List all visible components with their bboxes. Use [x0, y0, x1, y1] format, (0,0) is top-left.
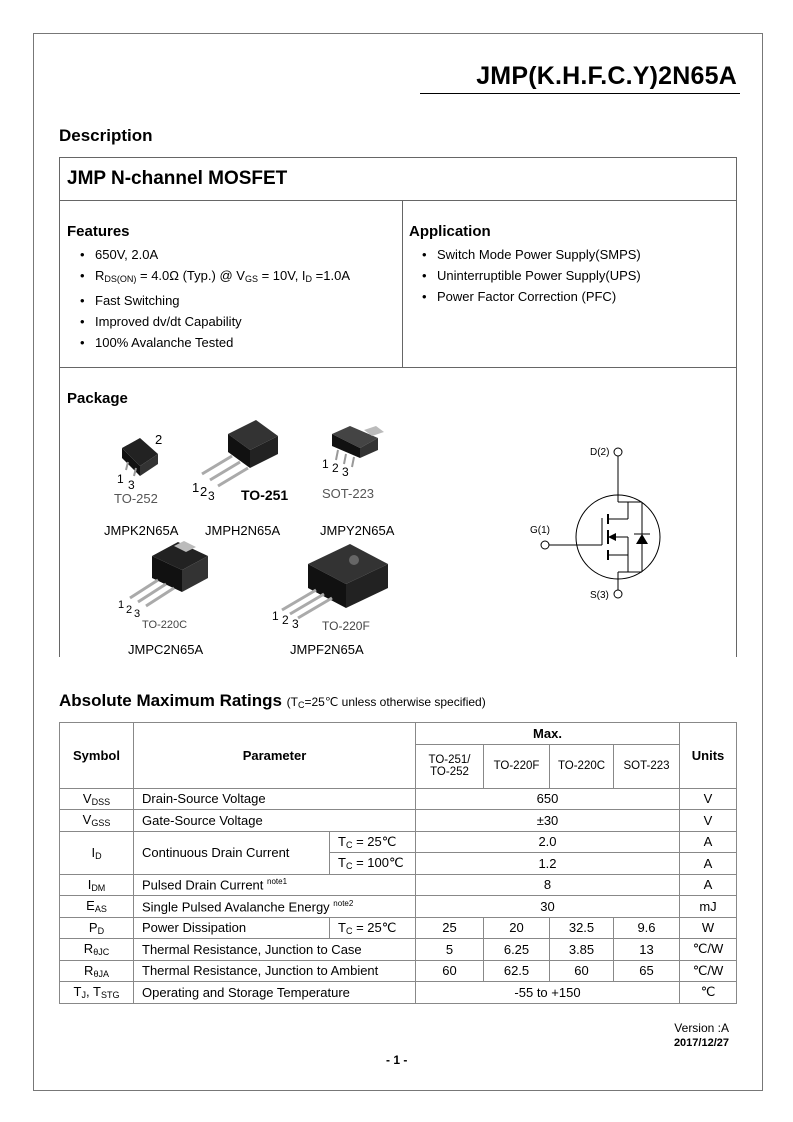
- svg-text:2: 2: [282, 613, 289, 627]
- to252-package-image: [114, 432, 162, 506]
- col-to220c: TO-220C: [550, 744, 614, 788]
- col-to220f: TO-220F: [484, 744, 550, 788]
- svg-text:2: 2: [200, 484, 208, 499]
- feature-item: • 650V, 2.0A: [67, 244, 350, 265]
- package-heading: Package: [67, 390, 128, 407]
- svg-text:3: 3: [134, 608, 141, 620]
- symbol-cell: $E_{AS}$: [60, 896, 134, 918]
- application-item: • Uninterruptible Power Supply(UPS): [409, 265, 641, 286]
- table-row: $T_J$, $T_{STG}$ Operating and Storage Temperature -55 to +150 ℃: [60, 982, 737, 1004]
- package-caption: JMPK2N65A: [104, 523, 179, 538]
- source-label: S(3): [590, 590, 609, 601]
- svg-text:1: 1: [192, 480, 200, 495]
- row-divider: [60, 367, 736, 368]
- application-item: • Power Factor Correction (PFC): [409, 286, 641, 307]
- application-item: • Switch Mode Power Supply(SMPS): [409, 244, 641, 265]
- col-symbol: Symbol: [60, 723, 134, 789]
- package-caption: JMPY2N65A: [320, 523, 395, 538]
- table-row: $R_{\theta JC}$ Thermal Resistance, Junction to Case 5 6.25 3.85 13 ℃/W: [60, 939, 737, 961]
- table-row: $V_{GSS}$ Gate-Source Voltage ±30 V: [60, 810, 737, 832]
- ratings-condition: ($T_C=25℃$ unless otherwise specified): [286, 695, 486, 710]
- symbol-cell: $R_{\theta JA}$: [60, 960, 134, 982]
- svg-text:2: 2: [126, 604, 133, 616]
- svg-text:1: 1: [272, 609, 279, 623]
- description-heading: Description: [59, 126, 153, 145]
- col-units: Units: [680, 723, 737, 789]
- package-caption: JMPF2N65A: [290, 642, 364, 657]
- application-heading: Application: [409, 223, 491, 240]
- svg-text:1: 1: [118, 599, 125, 611]
- to251-label: TO-251: [241, 487, 289, 503]
- svg-text:3: 3: [292, 617, 299, 631]
- drain-label: D(2): [590, 447, 610, 458]
- ratings-heading: Absolute Maximum Ratings ($T_C=25℃$ unless otherwise specified): [59, 691, 486, 710]
- features-heading: Features: [67, 223, 130, 240]
- package-caption: JMPC2N65A: [128, 642, 204, 657]
- release-date: 2017/12/27: [673, 1037, 729, 1049]
- symbol-cell: $I_D$: [60, 831, 134, 874]
- symbol-cell: $R_{\theta JC}$: [60, 939, 134, 961]
- title-rule: [420, 93, 740, 94]
- table-row: $P_D$ Power Dissipation $T_C$ = 25℃ 25 20 32.5 9.6 W: [60, 917, 737, 939]
- symbol-cell: $T_J$, $T_{STG}$: [60, 982, 134, 1004]
- col-to251-252: TO-251/ TO-252: [416, 744, 484, 788]
- col-sot223: SOT-223: [614, 744, 680, 788]
- column-divider: [402, 201, 403, 367]
- to220f-label: TO-220F: [322, 619, 370, 633]
- svg-text:1: 1: [322, 457, 329, 471]
- part-number-title: JMP(K.H.F.C.Y)2N65A: [476, 62, 737, 90]
- features-list: [67, 244, 350, 353]
- gate-label: G(1): [530, 525, 550, 536]
- to251-package-image: [192, 420, 288, 503]
- svg-text:3: 3: [342, 465, 349, 479]
- mosfet-schematic-symbol: [520, 440, 680, 610]
- svg-text:1: 1: [117, 472, 124, 486]
- table-row: $I_D$ Continuous Drain Current $T_C$ = 25℃ 2.0 A: [60, 831, 737, 853]
- device-type-title: JMP N-channel MOSFET: [60, 158, 736, 201]
- col-parameter: Parameter: [134, 723, 416, 789]
- absolute-maximum-ratings-table: [59, 722, 737, 1004]
- table-row: $T_C$ = 100℃ 1.2 A: [60, 853, 737, 875]
- feature-item: • Improved dv/dt Capability: [67, 311, 350, 332]
- sot223-package-image: [322, 426, 384, 501]
- feature-item: • 100% Avalanche Tested: [67, 332, 350, 353]
- to220f-package-image: [272, 544, 388, 633]
- version-label: Version :A: [674, 1021, 729, 1035]
- table-row: $V_{DSS}$ Drain-Source Voltage 650 V: [60, 788, 737, 810]
- feature-item: • Fast Switching: [67, 290, 350, 311]
- col-max: Max.: [416, 723, 680, 745]
- to220c-label: TO-220C: [142, 619, 188, 631]
- table-row: $I_{DM}$ Pulsed Drain Current $^{note1}$ 8 A: [60, 874, 737, 896]
- table-row: $E_{AS}$ Single Pulsed Avalanche Energy $^{note2}$ 30 mJ: [60, 896, 737, 918]
- package-caption: JMPH2N65A: [205, 523, 281, 538]
- to220c-package-image: [118, 541, 208, 631]
- svg-text:3: 3: [208, 489, 215, 503]
- table-row: $R_{\theta JA}$ Thermal Resistance, Junction to Ambient 60 62.5 60 65 ℃/W: [60, 960, 737, 982]
- svg-text:3: 3: [128, 478, 135, 492]
- svg-text:2: 2: [332, 461, 339, 475]
- application-list: [409, 244, 641, 307]
- svg-text:2: 2: [155, 432, 163, 447]
- page-number: - 1 -: [386, 1053, 408, 1067]
- symbol-cell: $I_{DM}$: [60, 874, 134, 896]
- to252-label: TO-252: [114, 491, 158, 506]
- symbol-cell: $P_D$: [60, 917, 134, 939]
- symbol-cell: $V_{DSS}$: [60, 788, 134, 810]
- sot223-label: SOT-223: [322, 486, 375, 501]
- symbol-cell: $V_{GSS}$: [60, 810, 134, 832]
- feature-item-rds: • $R_{DS(ON)} = 4.0\Omega$ (Typ.) @ $V_{GS} = 10V$, $I_D =1.0A$: [67, 265, 350, 290]
